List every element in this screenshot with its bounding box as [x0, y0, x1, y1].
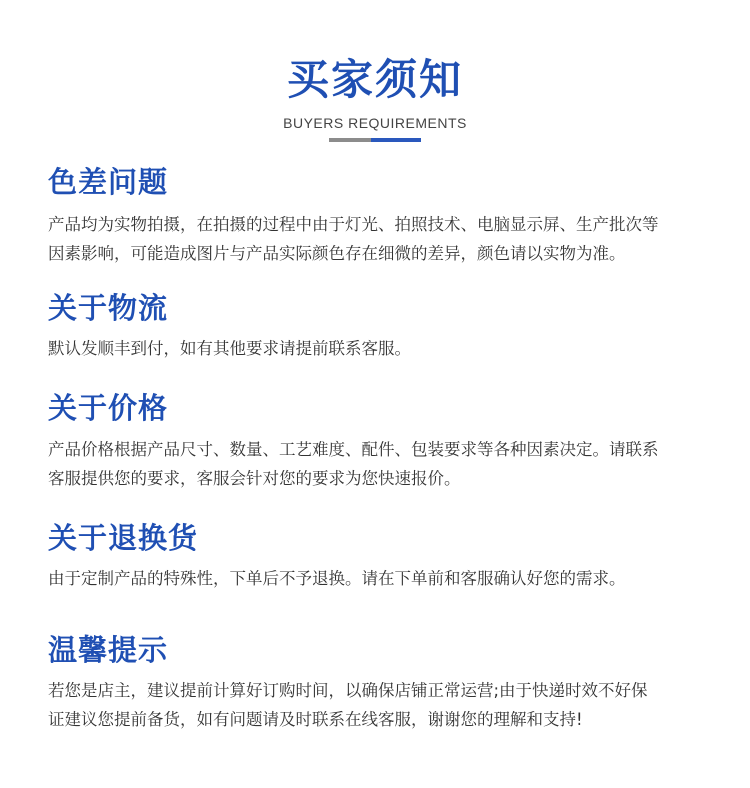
section-body-line: 若您是店主，建议提前计算好订购时间，以确保店铺正常运营;由于快递时效不好保 — [48, 681, 648, 700]
section-body-line: 因素影响，可能造成图片与产品实际颜色存在细微的差异，颜色请以实物为准。 — [48, 244, 626, 263]
section-body — [48, 676, 708, 734]
section-body-line: 产品价格根据产品尺寸、数量、工艺难度、配件、包装要求等各种因素决定。请联系 — [48, 440, 659, 459]
section-heading: 色差问题 — [48, 165, 169, 199]
section-body — [48, 564, 708, 593]
section-body-line: 默认发顺丰到付，如有其他要求请提前联系客服。 — [48, 339, 411, 358]
divider-blue-segment — [371, 138, 421, 142]
section-body-line: 由于定制产品的特殊性，下单后不予退换。请在下单前和客服确认好您的需求。 — [48, 569, 626, 588]
section-body — [48, 435, 708, 493]
section-body-line: 产品均为实物拍摄，在拍摄的过程中由于灯光、拍照技术、电脑显示屏、生产批次等 — [48, 215, 659, 234]
section-body-line: 客服提供您的要求，客服会针对您的要求为您快速报价。 — [48, 469, 461, 488]
section-heading: 关于退换货 — [48, 521, 199, 555]
divider-gray-segment — [329, 138, 371, 142]
section-tips — [48, 632, 708, 734]
page-subtitle: BUYERS REQUIREMENTS — [283, 115, 467, 131]
section-price — [48, 390, 708, 493]
section-returns — [48, 520, 708, 593]
page-header — [0, 52, 750, 142]
section-color-difference — [48, 164, 708, 268]
section-body-line: 证建议您提前备货，如有问题请及时联系在线客服，谢谢您的理解和支持! — [48, 710, 583, 729]
section-body — [48, 334, 708, 363]
section-heading: 温馨提示 — [48, 633, 169, 667]
title-divider — [329, 138, 421, 142]
section-body — [48, 210, 708, 268]
page-title: 买家须知 — [286, 55, 463, 104]
section-logistics — [48, 290, 708, 363]
section-heading: 关于价格 — [48, 391, 169, 425]
section-heading: 关于物流 — [48, 291, 169, 325]
